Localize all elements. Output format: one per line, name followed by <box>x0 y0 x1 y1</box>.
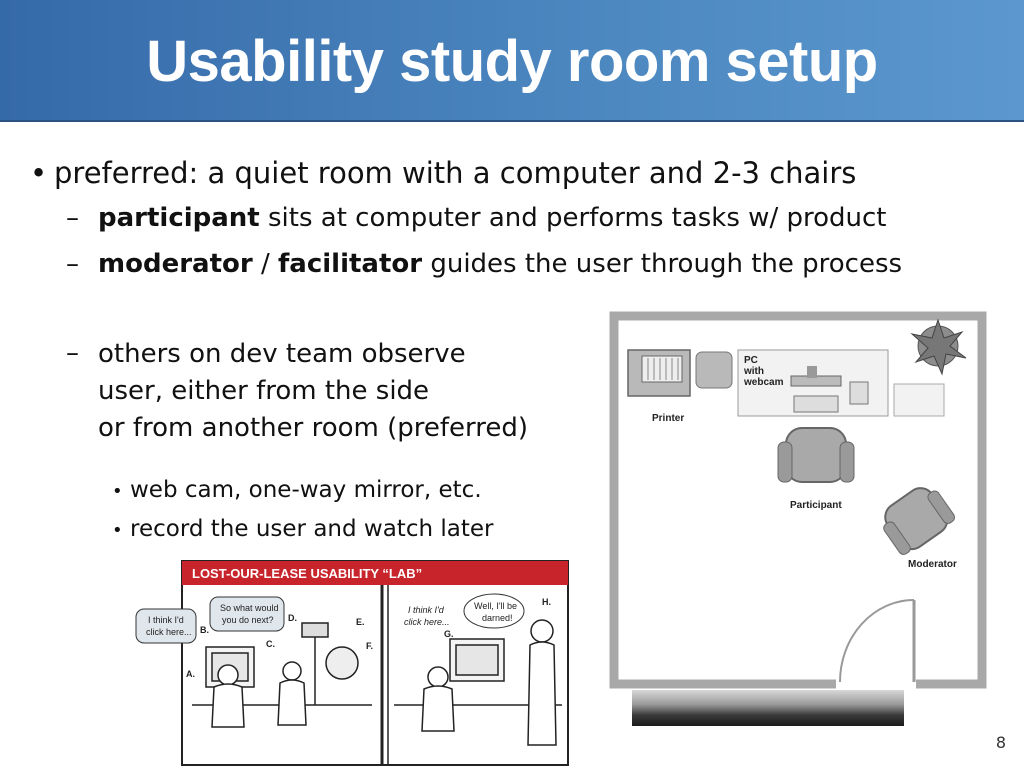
svg-text:Well, I'll be: Well, I'll be <box>474 601 518 611</box>
main-bullet-text: preferred: a quiet room with a computer and 2-3 chairs <box>54 156 857 190</box>
bullet-dot: • <box>112 481 123 502</box>
svg-text:E.: E. <box>356 617 365 627</box>
mini-bullet-webcam <box>112 475 482 507</box>
svg-text:I think I'd: I think I'd <box>408 605 444 615</box>
participant-label: Participant <box>790 500 842 511</box>
mini-bullet-record <box>112 514 493 546</box>
facilitator-term: facilitator <box>277 249 423 279</box>
door-gap <box>836 675 916 689</box>
page-number: 8 <box>995 733 1006 752</box>
observers-text <box>98 336 528 447</box>
usability-lab-comic <box>132 555 584 767</box>
svg-text:I think I'd: I think I'd <box>148 615 184 625</box>
sub-bullet-moderator <box>66 247 986 283</box>
svg-text:A.: A. <box>186 669 195 679</box>
participant-chair-icon <box>778 428 854 482</box>
observers-line-2: user, either from the side <box>98 376 430 406</box>
svg-text:H.: H. <box>542 597 551 607</box>
pc-label-3: webcam <box>744 377 784 388</box>
room-photo-strip <box>632 690 904 726</box>
svg-text:click here...: click here... <box>404 617 450 627</box>
participant-term: participant <box>98 203 260 233</box>
floor-plan-diagram <box>608 310 988 690</box>
comic-title: LOST-OUR-LEASE USABILITY “LAB” <box>192 566 423 581</box>
main-bullet <box>30 155 856 191</box>
dash: – <box>66 338 79 368</box>
svg-text:F.: F. <box>366 641 374 651</box>
printer-label: Printer <box>652 413 685 424</box>
title-bar <box>0 0 1024 122</box>
moderator-desc: guides the user through the process <box>422 249 903 279</box>
participant-desc: sits at computer and performs tasks w/ product <box>259 203 887 233</box>
moderator-label: Moderator <box>908 559 957 570</box>
svg-text:D.: D. <box>288 613 297 623</box>
bullet-dot: • <box>112 520 123 541</box>
printer-icon <box>628 350 690 396</box>
mini-bullet-text: web cam, one-way mirror, etc. <box>130 477 482 503</box>
sub-bullet-observers <box>66 336 586 448</box>
svg-text:B.: B. <box>200 625 209 635</box>
observers-line-1: others on dev team observe <box>98 339 466 369</box>
svg-text:G.: G. <box>444 629 454 639</box>
pc-label-1: PC <box>744 355 758 366</box>
slide-title: Usability study room setup <box>146 29 878 94</box>
svg-text:click here...: click here... <box>146 627 192 637</box>
observers-line-3: or from another room (preferred) <box>98 413 529 443</box>
term-separator: / <box>252 249 278 279</box>
mini-bullet-text: record the user and watch later <box>130 516 494 542</box>
svg-text:C.: C. <box>266 639 275 649</box>
moderator-term: moderator <box>98 249 253 279</box>
dash: – <box>66 249 79 279</box>
svg-text:So what would: So what would <box>220 603 279 613</box>
small-table-icon <box>894 384 944 416</box>
dash: – <box>66 203 79 233</box>
pc-label-2: with <box>744 366 764 377</box>
sub-bullet-participant <box>66 201 966 237</box>
svg-text:darned!: darned! <box>482 613 513 623</box>
svg-text:you do next?: you do next? <box>222 615 274 625</box>
side-table-icon <box>696 352 732 388</box>
bullet-dot: • <box>30 156 48 190</box>
